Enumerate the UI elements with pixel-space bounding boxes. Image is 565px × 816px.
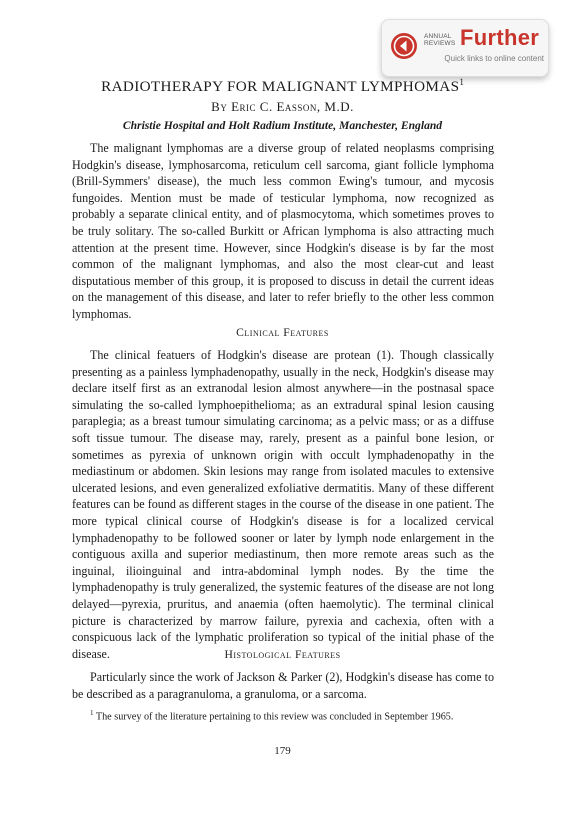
article-title-text: RADIOTHERAPY FOR MALIGNANT LYMPHOMAS (101, 78, 460, 95)
further-logo-icon (390, 32, 418, 60)
author-affiliation: Christie Hospital and Holt Radium Institute, Manchester, England (122, 119, 443, 132)
article-title (0, 77, 565, 96)
author-byline: By Eric C. Easson, M.D. (211, 99, 354, 114)
page-number: 179 (274, 745, 291, 757)
further-title: Further (460, 25, 540, 50)
clinical-features-paragraph: The clinical featuers of Hodgkin's disease are protean (1). Though classically presenting as a painless lymphadenopathy, usually in the neck, Hodgkin's disease may declare itself first as an extranodal lesion almost anywhere—in the postnasal space simulating the so-called lymphoepithelioma; as an extradural spinal lesion causing paraplegia; as a breast tumour simulating carcinoma; as a pelvic mass; or as a diffuse soft tissue tumour. The disease may, rarely, present as a painful bone lesion, or sometimes as pyrexia of unknown origin with occult lymphadenopathy in the mediastinum or abdomen. Skin lesions may range from isolated macules to extensive ulcerated lesions, and even generalized exfoliative dermatitis. Many of these different features can be found as different stages in the course of the disease in one patient. The more typical clinical course of Hodgkin's disease is for a localized cervical lymphadenopathy to be followed sooner or later by lymph node enlargement in the contiguous axilla and superior mediastinum, then more remote areas such as the inguinal, ilioinguinal and intra-abdominal lymph nodes. By the time the lymphadenopathy is truly generalized, the systemic features of the disease are not long delayed—pyrexia, pruritus, and anaemia (often haemolytic). The terminal clinical picture is characterized by marrow failure, pyrexia and cachexia, often with a conspicuous lack of the lymphatic proliferation so typical of the initial phase of the disease. (72, 348, 494, 661)
annual-reviews-further-badge[interactable] (381, 19, 549, 77)
further-subtitle: Quick links to online content (444, 54, 544, 63)
histological-features-heading: Histological Features (224, 648, 341, 661)
intro-paragraph: The malignant lymphomas are a diverse group of related neoplasms comprising Hodgkin's disease, lymphosarcoma, reticulum cell sarcoma, giant follicle lymphoma (Brill-Symmers' disease), the much less common Ewing's tumour, and mycosis fungoides. Mention must be made of testicular lymphoma, now recognized as probably a separate clinical entity, and of plasmocytoma, which sometimes proves to be truly solitary. The so-called Burkitt or African lymphoma is also attracting much attention at the present time. However, since Hodgkin's disease is by far the most common of the malignant lymphomas, and also the most clear-cut and least disputatious member of this group, it is proposed to discuss in detail the current ideas on the management of this disease, and later to refer briefly to the other less common lymphomas. (72, 141, 494, 321)
title-footnote-mark: 1 (459, 77, 464, 87)
footnote-text: The survey of the literature pertaining to this review was concluded in September 1965. (93, 711, 454, 723)
footnote (72, 706, 494, 724)
clinical-features-heading: Clinical Features (236, 326, 329, 339)
footnote-mark: 1 (90, 709, 94, 717)
further-publisher-label: ANNUAL REVIEWS (424, 33, 456, 47)
histological-features-paragraph: Particularly since the work of Jackson & Parker (2), Hodgkin's disease has come to be described as a paragranuloma, a granuloma, or a sarcoma. (72, 670, 494, 701)
